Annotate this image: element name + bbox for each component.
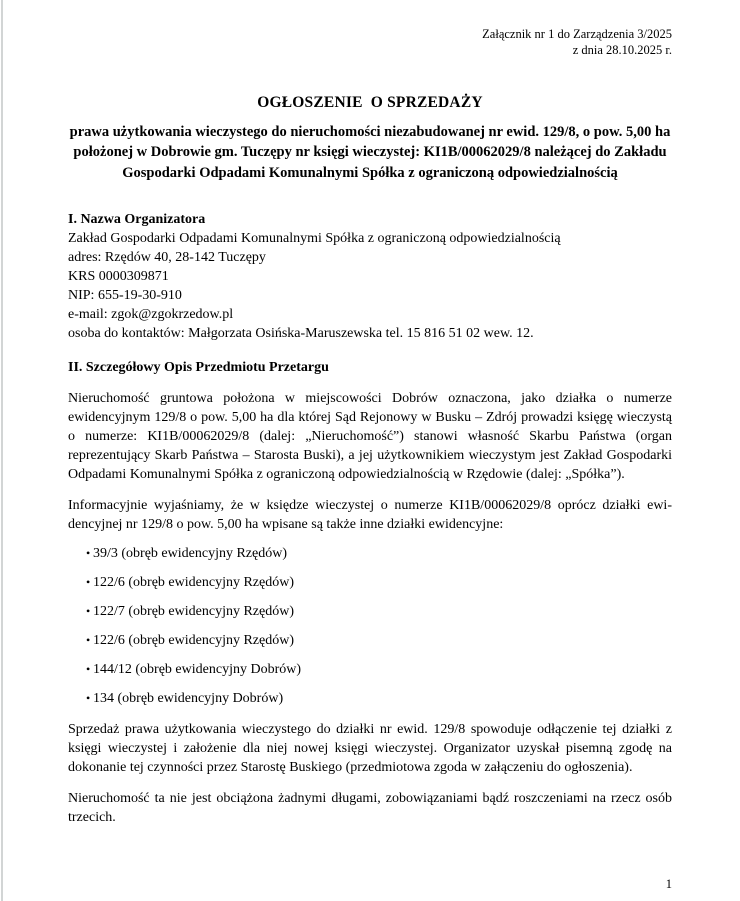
bullet-icon: • xyxy=(86,662,91,677)
organizer-details xyxy=(68,229,672,343)
parcel-list-item xyxy=(68,573,672,592)
parcel-list-item xyxy=(68,660,672,679)
parcel-list-item xyxy=(68,602,672,621)
no-encumbrance-paragraph: Nieruchomość ta nie jest obciążona żadnymi długami, zobowiązaniami bądź roszczeniami na rzecz osób trzecich. xyxy=(68,791,672,826)
organizer-name: Zakład Gospodarki Odpadami Komunalnymi Spółka z ograniczoną odpowiedzialnością xyxy=(68,231,561,247)
parcel-item-text: 122/6 (obręb ewidencyjny Rzędów) xyxy=(93,575,294,591)
organizer-email: e-mail: zgok@zgokrzedow.pl xyxy=(68,307,234,323)
parcel-item-text: 122/6 (obręb ewidencyjny Rzędów) xyxy=(93,633,294,649)
organizer-nip: NIP: 655-19-30-910 xyxy=(68,288,182,304)
attachment-note-line2: z dnia 28.10.2025 r. xyxy=(572,43,672,57)
organizer-contact-person: osoba do kontaktów: Małgorzata Osińska-Maruszewska tel. 15 816 51 02 wew. 12. xyxy=(68,326,534,342)
page-number: 1 xyxy=(665,877,672,891)
bullet-icon: • xyxy=(86,546,91,561)
bullet-icon: • xyxy=(86,604,91,619)
bullet-icon: • xyxy=(86,633,91,648)
organizer-address: adres: Rzędów 40, 28-142 Tuczępy xyxy=(68,250,266,266)
parcel-list-item xyxy=(68,544,672,563)
document-subtitle: prawa użytkowania wieczystego do nieruchomości niezabudowanej nr ewid. 129/8, o pow. 5,00 ha położonej w Dobrowie gm. Tuczępy nr księgi wieczystej: KI1B/00062029/8 należącej do Zakładu Gospodarki Odpadami Komunalnymi Spółka z ograniczoną odpowiedzialnością xyxy=(69,124,671,181)
sale-effect-paragraph: Sprzedaż prawa użytkowania wieczystego do działki nr ewid. 129/8 spowoduje odłączenie tej działki z księgi wieczystej i założenie dla niej nowej księgi wieczystej. Organizator uzyskał pisemną zgodę na dokonanie tej czynności przez Starostę Buskiego (przedmiotowa zgoda w załączeniu do ogłoszenia). xyxy=(68,722,672,776)
parcel-list-item xyxy=(68,689,672,708)
section-1-heading: I. Nazwa Organizatora xyxy=(68,212,206,228)
section-2-heading: II. Szczegółowy Opis Przedmiotu Przetargu xyxy=(68,360,329,376)
parcel-item-text: 39/3 (obręb ewidencyjny Rzędów) xyxy=(93,546,287,562)
organizer-krs: KRS 0000309871 xyxy=(68,269,169,285)
attachment-note xyxy=(68,26,672,58)
attachment-note-line1: Załącznik nr 1 do Zarządzenia 3/2025 xyxy=(482,27,672,41)
parcel-item-text: 144/12 (obręb ewidencyjny Dobrów) xyxy=(93,662,302,678)
document-title: OGŁOSZENIE O SPRZEDAŻY xyxy=(257,94,483,111)
parcel-item-text: 122/7 (obręb ewidencyjny Rzędów) xyxy=(93,604,294,620)
bullet-icon: • xyxy=(86,575,91,590)
parcel-item-text: 134 (obręb ewidencyjny Dobrów) xyxy=(93,691,284,707)
property-description-paragraph: Nieruchomość gruntowa położona w miejscowości Dobrów oznaczona, jako działka o numerze ewidencyjnym 129/8 o pow. 5,00 ha dla której Sąd Rejonowy w Busku – Zdrój prowadzi księgę wieczystą o numerze: KI1B/00062029/8 (dalej: „Nieruchomość”) stanowi własność Skarbu Państwa (organ reprezentujący Skarb Państwa – Starosta Buski), a jej użytkownikiem wieczystym jest Zakład Gospodarki Odpadami Komunalnymi Spółka z ograniczoną odpowiedzialnością w Rzędowie (dalej: „Spółka”). xyxy=(68,391,672,483)
bullet-icon: • xyxy=(86,691,91,706)
registry-info-paragraph: Informacyjnie wyjaśniamy, że w księdze wieczystej o numerze KI1B/00062029/8 oprócz działki ewidencyjnej nr 129/8 o pow. 5,00 ha wpisane są także inne działki ewidencyjne: xyxy=(68,498,672,533)
parcel-list-item xyxy=(68,631,672,650)
parcel-list xyxy=(68,544,672,708)
